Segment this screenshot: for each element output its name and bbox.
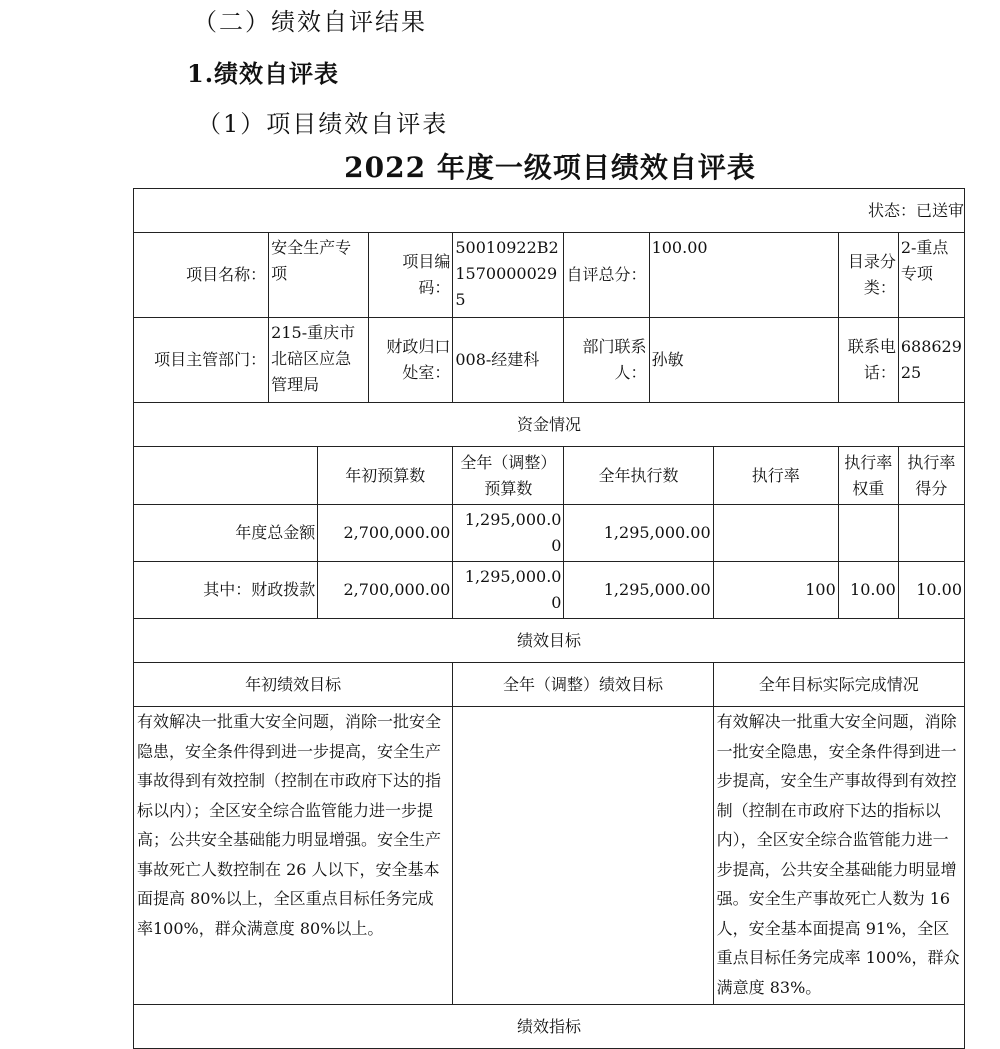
funds-header-score: 执行率得分 <box>898 447 964 505</box>
goal-adjusted-text <box>453 707 713 1005</box>
section-heading: （二）绩效自评结果 <box>193 8 427 36</box>
funds-header-adjusted: 全年（调整）预算数 <box>453 447 564 505</box>
goals-header-row <box>134 663 965 707</box>
indicators-section-label: 绩效指标 <box>134 1005 965 1049</box>
table-row <box>134 318 965 403</box>
goal-initial-text: 有效解决一批重大安全问题，消除一批安全隐患，安全条件得到进一步提高，安全生产事故得到有效控制（控制在市政府下达的指标以内）；全区安全综合监管能力进一步提高；公共安全基础能力明显增强。安全生产事故死亡人数控制在 26 人以下，安全基本面提高 80%以上，全区重点目标任务完成率100%，群众满意度 80%以上。 <box>134 707 453 1005</box>
sub-subsection-heading: （1）项目绩效自评表 <box>197 110 449 138</box>
funds-header-weight: 执行率权重 <box>838 447 898 505</box>
funds-row-label: 年度总金额 <box>134 505 318 562</box>
funds-row-weight <box>838 505 898 562</box>
finance-office-label: 财政归口处室： <box>369 318 453 403</box>
status-badge: 状态：已送审 <box>134 189 965 233</box>
funds-row-rate <box>713 505 838 562</box>
project-code-label: 项目编码： <box>369 233 453 318</box>
table-row <box>134 505 965 562</box>
project-name-label: 项目名称： <box>134 233 269 318</box>
dept-value: 215-重庆市北碚区应急管理局 <box>269 318 369 403</box>
funds-header-executed: 全年执行数 <box>564 447 713 505</box>
dept-label: 项目主管部门： <box>134 318 269 403</box>
category-value: 2-重点专项 <box>898 233 964 318</box>
funds-row-label: 其中：财政拨款 <box>134 562 318 619</box>
funds-row-executed: 1,295,000.00 <box>564 562 713 619</box>
funds-row-score <box>898 505 964 562</box>
project-name-value: 安全生产专项 <box>269 233 369 318</box>
goals-body-row <box>134 707 965 1005</box>
phone-value: 68862925 <box>898 318 964 403</box>
category-label: 目录分类： <box>838 233 898 318</box>
goals-header-actual: 全年目标实际完成情况 <box>713 663 964 707</box>
indicators-section-row <box>134 1005 965 1049</box>
phone-label: 联系电话： <box>838 318 898 403</box>
funds-header-blank <box>134 447 318 505</box>
funds-row-score: 10.00 <box>898 562 964 619</box>
funds-row-weight: 10.00 <box>838 562 898 619</box>
table-title: 2022 年度一级项目绩效自评表 <box>344 151 756 184</box>
self-score-value: 100.00 <box>649 233 838 318</box>
funds-section-label: 资金情况 <box>134 403 965 447</box>
table-row <box>134 562 965 619</box>
contact-label: 部门联系人： <box>564 318 649 403</box>
self-score-label: 自评总分： <box>564 233 649 318</box>
goals-section-row <box>134 619 965 663</box>
project-code-value: 50010922B215700000295 <box>453 233 564 318</box>
status-row <box>134 189 965 233</box>
contact-value: 孙敏 <box>649 318 838 403</box>
funds-row-initial: 2,700,000.00 <box>318 505 453 562</box>
funds-row-executed: 1,295,000.00 <box>564 505 713 562</box>
goals-header-initial: 年初绩效目标 <box>134 663 453 707</box>
funds-header-initial: 年初预算数 <box>318 447 453 505</box>
funds-row-adjusted: 1,295,000.00 <box>453 505 564 562</box>
funds-section-row <box>134 403 965 447</box>
self-evaluation-table <box>133 188 965 1049</box>
funds-row-initial: 2,700,000.00 <box>318 562 453 619</box>
goal-actual-text: 有效解决一批重大安全问题，消除一批安全隐患，安全条件得到进一步提高，安全生产事故得到有效控制（控制在市政府下达的指标以内），全区安全综合监管能力进一步提高，公共安全基础能力明显增强。安全生产事故死亡人数为 16 人，安全基本面提高 91%，全区重点目标任务完成率 100%，群众满意度 83%。 <box>713 707 964 1005</box>
table-row <box>134 233 965 318</box>
funds-header-row <box>134 447 965 505</box>
goals-header-adjusted: 全年（调整）绩效目标 <box>453 663 713 707</box>
funds-row-rate: 100 <box>713 562 838 619</box>
finance-office-value: 008-经建科 <box>453 318 564 403</box>
goals-section-label: 绩效目标 <box>134 619 965 663</box>
funds-row-adjusted: 1,295,000.00 <box>453 562 564 619</box>
funds-header-rate: 执行率 <box>713 447 838 505</box>
subsection-heading: 1.绩效自评表 <box>187 59 340 88</box>
